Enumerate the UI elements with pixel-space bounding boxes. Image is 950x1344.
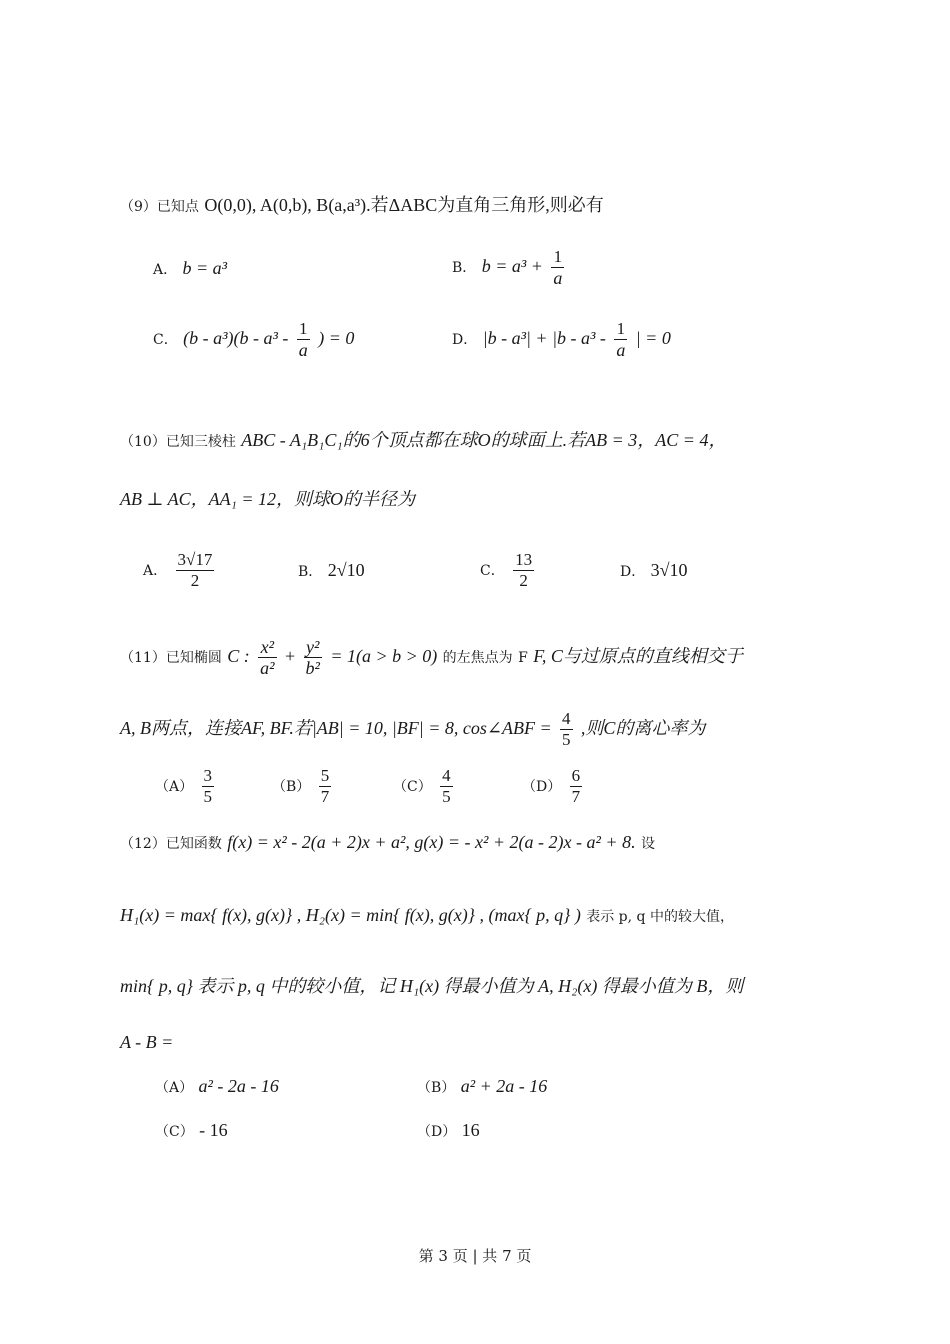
q9-label: （9）已知点 — [120, 199, 199, 215]
q12-stem-3 — [120, 974, 743, 999]
q12-text-4: A - B = — [120, 1032, 174, 1052]
option-expr: b = a³ + — [481, 256, 543, 276]
q9-text: O(0,0), A(0,b), B(a,a³).若ΔABC为直角三角形,则必有 — [204, 195, 604, 215]
q11-tail: 的左焦点为 — [442, 650, 513, 666]
q12-label: （12）已知函数 — [120, 836, 222, 852]
ellipse-suffix: = 1(a > b > 0) — [330, 646, 438, 666]
q11-stem-2 — [120, 704, 705, 753]
q10-stem-1 — [120, 428, 726, 454]
q11-option-d — [522, 763, 585, 810]
fraction: $\frac{3√17}{2}$ — [177, 550, 213, 590]
q10-option-d — [620, 548, 688, 594]
option-label: （A） — [155, 1080, 194, 1096]
option-expr: 16 — [461, 1120, 480, 1140]
fraction: $\frac{3}{5}$ — [203, 766, 213, 806]
q12-option-b — [417, 1068, 547, 1106]
q11-focus-f: F — [518, 650, 528, 666]
q9-option-b — [452, 246, 567, 288]
q10-label: （10）已知三棱柱 — [120, 434, 236, 450]
fraction: $\frac{5}{7}$ — [320, 766, 330, 806]
q12-text-1-tail: 设 — [640, 836, 655, 852]
q10-text-2: AB ⊥ AC，AA₁ = 12，则球O的半径为 — [120, 489, 415, 509]
q11-stem-1: （11）已知椭圆 C : $\frac{\text{x²}}{\text{a²}}$ + $\frac{\text{y²}}{\text{b²}}$ = 1(a > b > 0) 的左焦点为 F F, C与过原点的直线相交于 — [120, 637, 743, 678]
option-label: D． — [620, 564, 646, 580]
q12-stem-1 — [120, 830, 655, 856]
fraction-x: $\frac{\text{x²}}{\text{a²}}$ — [260, 637, 275, 678]
fraction-cos: $\frac{4}{5}$ — [562, 709, 571, 749]
fraction: $\frac{4}{5}$ — [442, 766, 451, 806]
q12-stem-2 — [120, 903, 734, 929]
option-label: （D） — [522, 779, 562, 795]
option-expr: - 16 — [199, 1120, 228, 1140]
option-label: （D） — [417, 1124, 457, 1140]
option-label: B． — [452, 260, 477, 276]
option-expr: (b - a³)(b - a³ - — [183, 328, 289, 348]
fraction: $\frac{1}{a}$ — [553, 247, 563, 288]
q9-stem — [120, 193, 604, 219]
ellipse-prefix: C : — [227, 646, 250, 666]
option-label: （A） — [155, 779, 194, 795]
option-expr: 3√10 — [650, 560, 688, 580]
q12-option-c — [155, 1118, 228, 1144]
q12-option-d — [417, 1118, 480, 1144]
q12-stem-4 — [120, 1030, 173, 1055]
q12-option-a — [155, 1068, 279, 1106]
option-label: D． — [452, 332, 478, 348]
option-expr: |b - a³| + |b - a³ - — [482, 328, 606, 348]
q11-label: （11）已知椭圆 — [120, 650, 222, 666]
q11-option-c — [393, 763, 456, 810]
q10-stem-2 — [120, 487, 415, 512]
q11-option-a — [155, 763, 217, 810]
option-label: A． — [143, 563, 168, 579]
option-expr: a² - 2a - 16 — [198, 1076, 279, 1096]
fraction-y: $\frac{\text{y²}}{\text{b²}}$ — [305, 637, 320, 678]
q12-text-3: min{ p, q} 表示 p, q 中的较小值，记 H₁(x) 得最小值为 A, H₂(x) 得最小值为 B，则 — [120, 976, 744, 996]
q9-option-a — [153, 256, 227, 282]
fraction: $\frac{6}{7}$ — [571, 766, 581, 806]
q11-tail-2: F, C与过原点的直线相交于 — [533, 646, 743, 666]
q10-option-b — [298, 548, 365, 594]
option-label: （B） — [272, 779, 311, 795]
q9-option-d — [452, 318, 671, 360]
q12-text-1: f(x) = x² - 2(a + 2)x + a², g(x) = - x² + 2(a - 2)x - a² + 8. — [227, 832, 636, 852]
q9-option-c — [153, 318, 354, 360]
q10-text-1: ABC - A₁B₁C₁的6个顶点都在球O的球面上.若AB = 3，AC = 4， — [241, 430, 727, 450]
option-label: （B） — [417, 1080, 456, 1096]
q11-text-2: A, B两点，连接AF, BF.若|AB| = 10, |BF| = 8, cos∠ABF = — [120, 718, 552, 738]
fraction: $\frac{1}{a}$ — [616, 319, 626, 360]
option-label: A． — [153, 262, 178, 278]
option-expr: b = a³ — [182, 258, 228, 278]
fraction: $\frac{1}{a}$ — [298, 319, 308, 360]
page-footer: 第 3 页 | 共 7 页 — [418, 1247, 532, 1265]
option-expr: a² + 2a - 16 — [460, 1076, 548, 1096]
option-label: C． — [153, 332, 178, 348]
option-expr: ) = 0 — [318, 328, 355, 348]
option-label: （C） — [155, 1124, 194, 1140]
q11-text-2-post: ,则C的离心率为 — [580, 718, 706, 738]
option-label: （C） — [393, 779, 432, 795]
fraction: $\frac{13}{2}$ — [515, 550, 533, 590]
option-label: B． — [298, 564, 323, 580]
option-expr: | = 0 — [635, 328, 671, 348]
q11-option-b — [272, 763, 334, 810]
q12-text-2-tail: 表示 p, q 中的较大值， — [586, 909, 734, 925]
q10-option-c — [480, 548, 537, 593]
q12-text-2: H₁(x) = max{ f(x), g(x)} , H₂(x) = min{ f(x), g(x)} , (max{ p, q} ) — [120, 905, 581, 925]
option-label: C． — [480, 563, 505, 579]
option-expr: 2√10 — [327, 560, 365, 580]
q10-option-a — [143, 548, 217, 593]
